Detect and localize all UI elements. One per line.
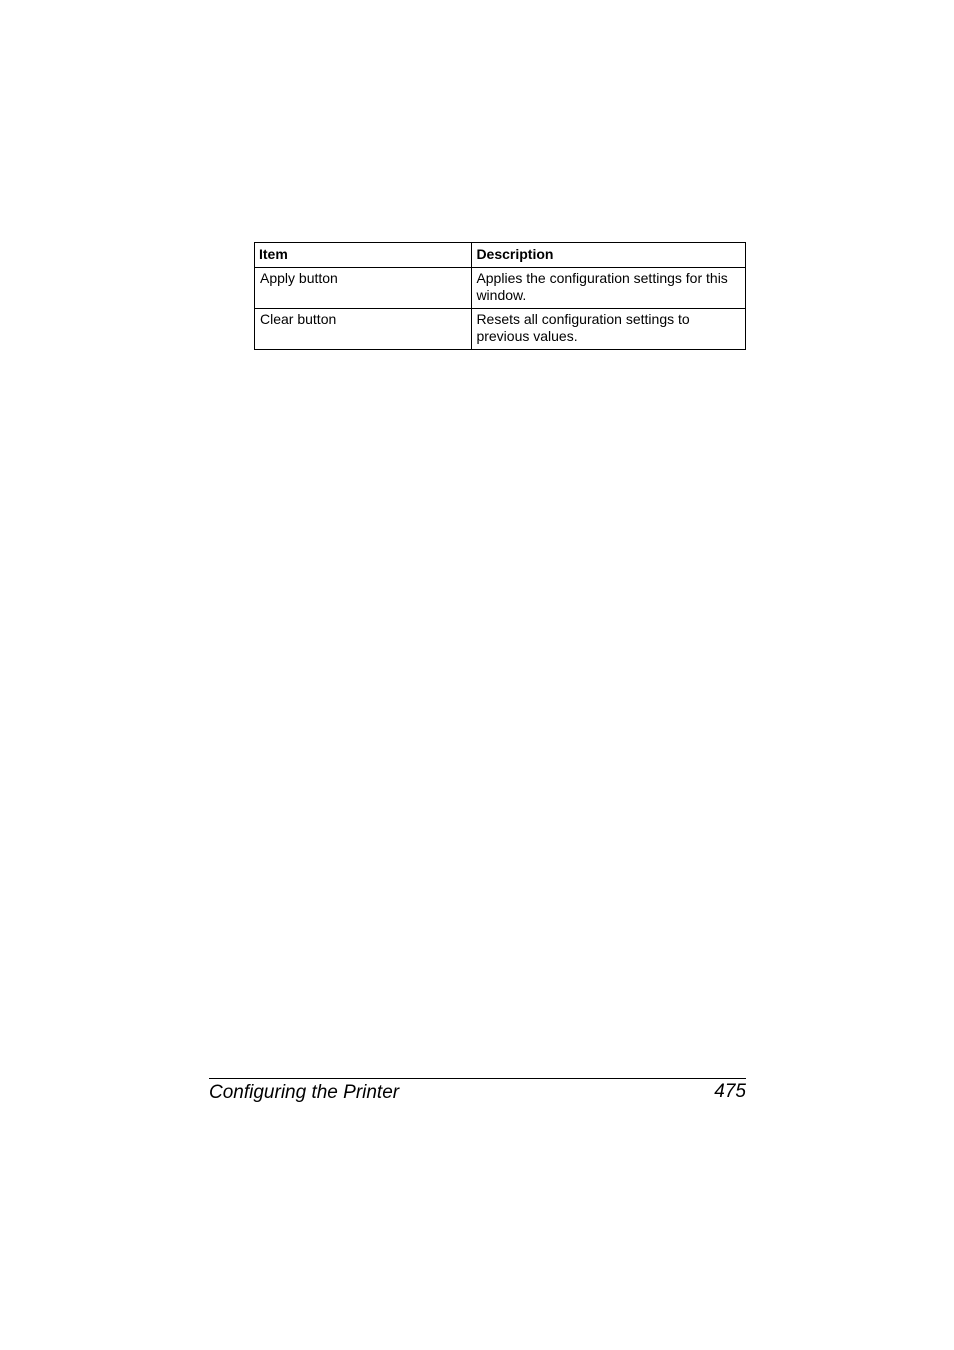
header-item: Item bbox=[255, 243, 472, 268]
description-line: Applies the configuration settings for this bbox=[476, 270, 728, 286]
description-line: previous values. bbox=[476, 328, 578, 344]
page-number: 475 bbox=[714, 1081, 746, 1102]
footer-divider bbox=[209, 1078, 746, 1079]
description-line: window. bbox=[476, 287, 527, 303]
header-description: Description bbox=[472, 243, 746, 268]
description-line: Resets all configuration settings to bbox=[476, 311, 690, 327]
settings-table bbox=[254, 242, 746, 350]
table-header-row bbox=[255, 243, 746, 268]
row-item-apply: Apply button bbox=[255, 268, 472, 309]
row-description-apply bbox=[472, 268, 746, 309]
table-row bbox=[255, 268, 746, 309]
table-row bbox=[255, 309, 746, 350]
row-item-clear: Clear button bbox=[255, 309, 472, 350]
footer-title: Configuring the Printer bbox=[209, 1082, 400, 1103]
row-description-clear bbox=[472, 309, 746, 350]
